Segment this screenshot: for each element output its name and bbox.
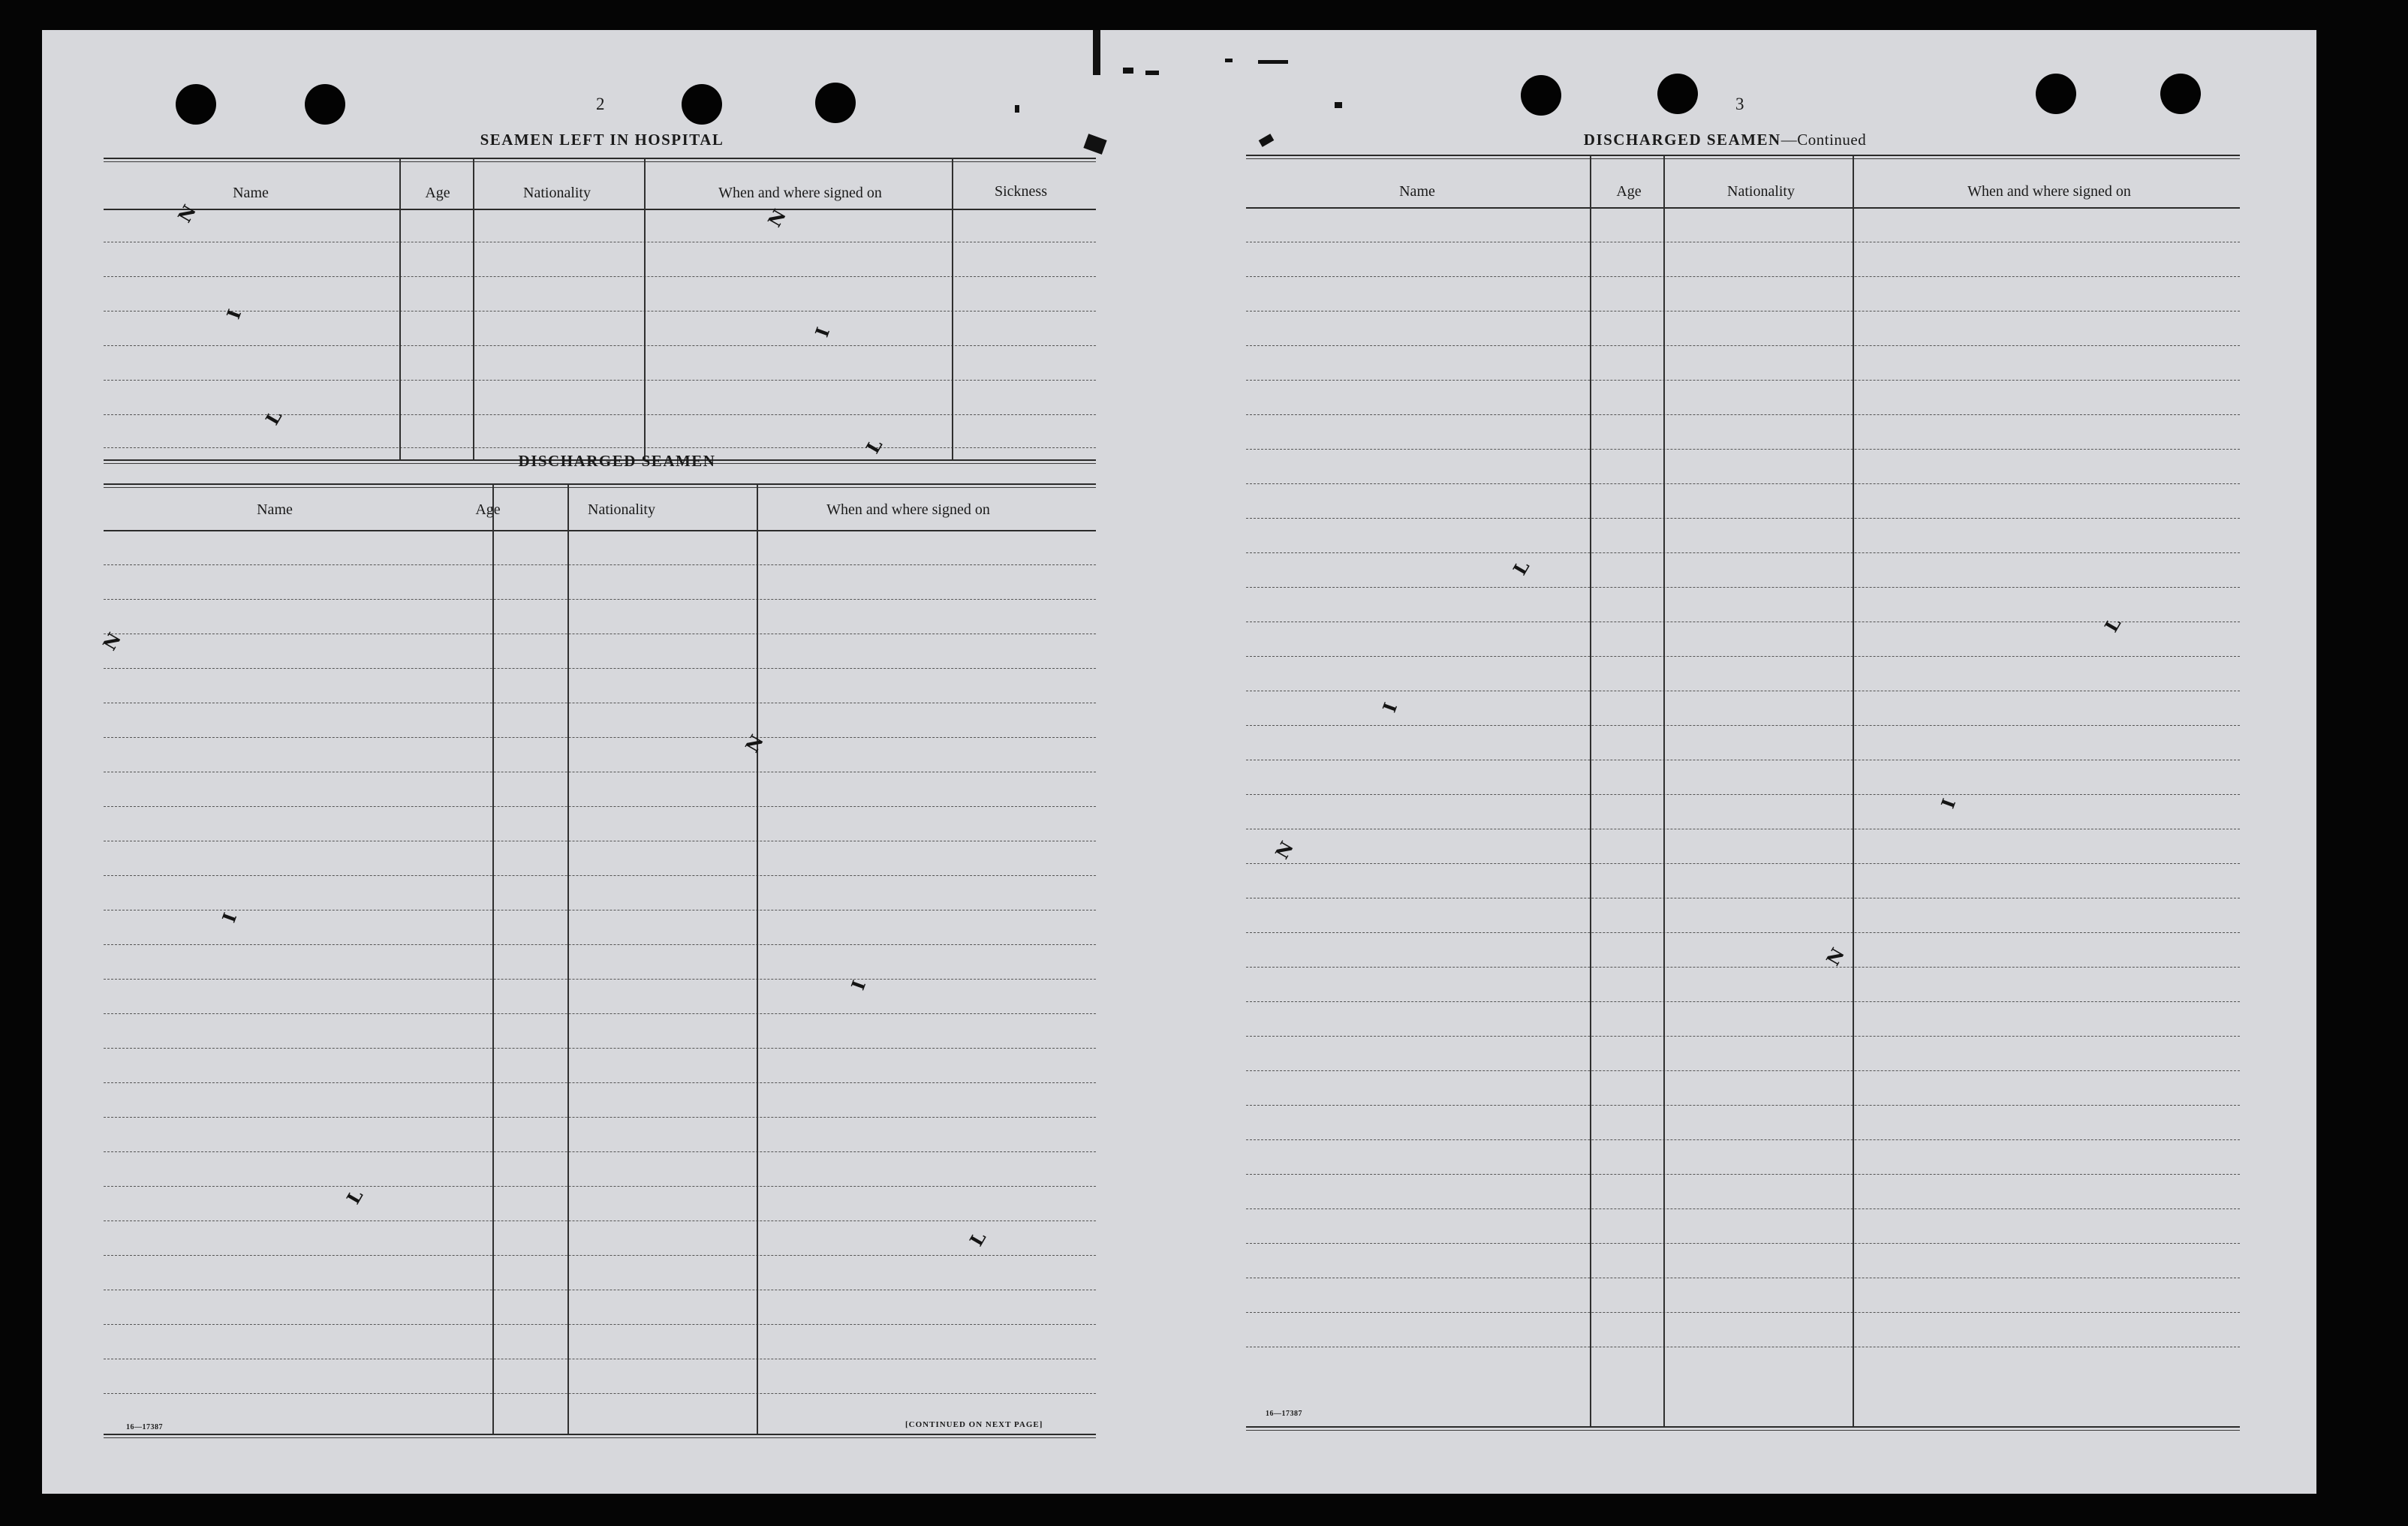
nil-stamp-n: N	[763, 205, 791, 231]
ink-speck	[1145, 71, 1159, 75]
col-header-age: Age	[1616, 183, 1642, 200]
discharged-continued-title	[1584, 131, 1866, 149]
punch-hole	[176, 84, 216, 125]
nil-stamp-n: N	[173, 200, 201, 227]
ink-speck	[1093, 30, 1100, 75]
nil-stamp-i: I	[1937, 796, 1961, 811]
ink-speck	[1083, 134, 1106, 155]
col-header-nationality: Nationality	[588, 501, 655, 518]
punch-hole	[1521, 75, 1561, 116]
nil-stamp-i: I	[218, 910, 242, 926]
punch-hole	[815, 83, 856, 123]
nil-stamp-i: I	[847, 977, 871, 993]
document-sheet	[42, 30, 2316, 1494]
form-code-left: 16—17387	[126, 1423, 163, 1431]
discharged-table-left	[104, 483, 1096, 1444]
col-header-signed-on: When and where signed on	[718, 185, 882, 201]
nil-stamp-l: L	[2099, 613, 2126, 637]
col-header-name: Name	[233, 185, 269, 201]
continued-note: [CONTINUED ON NEXT PAGE]	[905, 1420, 1043, 1429]
discharged-section-title: DISCHARGED SEAMEN	[518, 452, 716, 470]
col-header-name: Name	[1399, 183, 1435, 200]
nil-stamp-n: N	[1821, 944, 1850, 970]
form-code-right: 16—17387	[1266, 1410, 1302, 1418]
punch-hole	[2160, 74, 2201, 114]
hospital-table	[104, 158, 1096, 465]
page-number-left: 2	[596, 95, 605, 113]
punch-hole	[305, 84, 345, 125]
ink-speck	[1225, 59, 1233, 62]
nil-stamp-n: N	[98, 628, 126, 655]
page-number-right: 3	[1735, 95, 1744, 113]
nil-stamp-l: L	[342, 1185, 368, 1208]
col-header-sickness: Sickness	[995, 183, 1047, 200]
col-header-signed-on: When and where signed on	[1967, 183, 2131, 200]
ink-speck	[1123, 68, 1133, 74]
col-header-signed-on: When and where signed on	[826, 501, 990, 518]
nil-stamp-i: I	[222, 306, 246, 322]
col-header-nationality: Nationality	[1727, 183, 1795, 200]
nil-stamp-n: N	[740, 730, 769, 757]
section-title-main: DISCHARGED SEAMEN	[1583, 131, 1781, 149]
ink-speck	[1335, 102, 1342, 108]
punch-hole	[682, 84, 722, 125]
nil-stamp-l: L	[861, 435, 887, 458]
nil-stamp-i: I	[811, 324, 835, 340]
punch-hole	[1657, 74, 1698, 114]
ink-speck	[1015, 105, 1019, 113]
ink-speck	[1258, 60, 1288, 64]
nil-stamp-l: L	[260, 406, 287, 429]
ink-speck	[1259, 134, 1275, 147]
discharged-table-right	[1246, 155, 2240, 1431]
col-header-age: Age	[475, 501, 501, 518]
nil-stamp-i: I	[1378, 700, 1402, 715]
nil-stamp-l: L	[965, 1227, 991, 1251]
nil-stamp-l: L	[1508, 556, 1534, 579]
punch-hole	[2036, 74, 2076, 114]
hospital-section-title: SEAMEN LEFT IN HOSPITAL	[480, 131, 724, 149]
nil-stamp-n: N	[1270, 837, 1299, 863]
col-header-nationality: Nationality	[523, 185, 591, 201]
section-title-suffix: —Continued	[1780, 131, 1867, 149]
col-header-age: Age	[425, 185, 450, 201]
col-header-name: Name	[257, 501, 293, 518]
